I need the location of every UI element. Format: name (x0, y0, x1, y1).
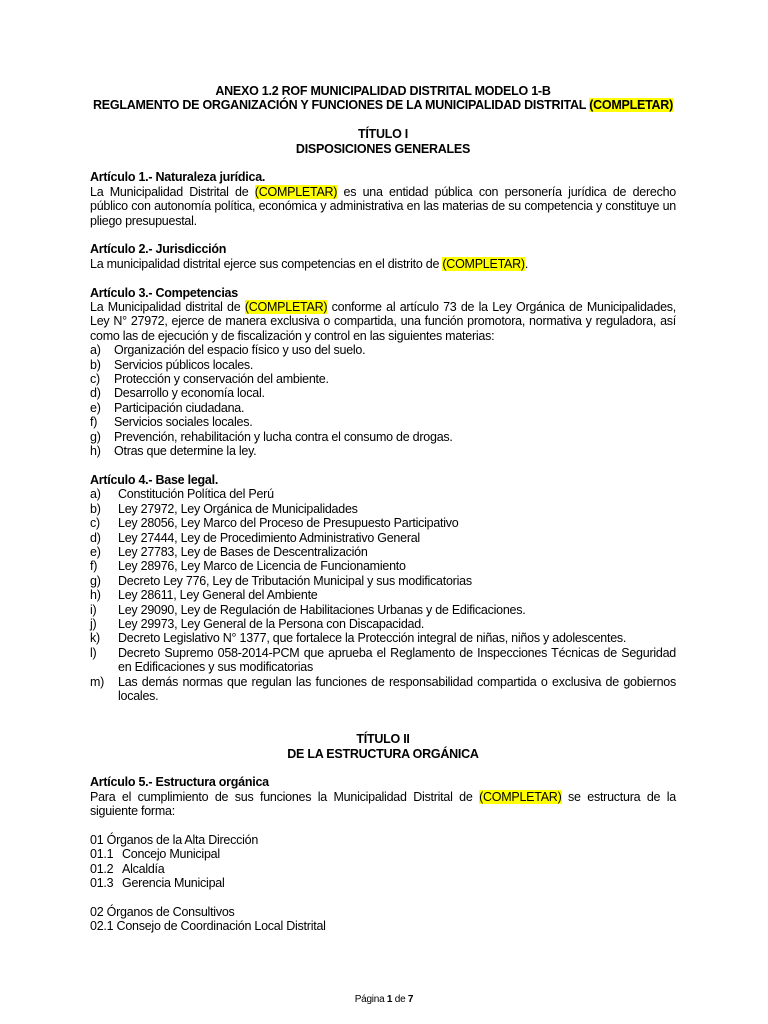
org-group-2-title: 02 Órganos de Consultivos (90, 905, 235, 919)
completar-highlight: (COMPLETAR) (254, 184, 338, 199)
list-item: f) Servicios sociales locales. (90, 415, 253, 430)
article-2-heading: Artículo 2.- Jurisdicción (90, 242, 227, 257)
total-pages-number: 7 (407, 994, 414, 1005)
document-header (90, 84, 676, 113)
titulo-1-subtitle: DISPOSICIONES GENERALES (295, 141, 471, 156)
completar-highlight: (COMPLETAR) (479, 789, 562, 804)
completar-highlight: (COMPLETAR) (589, 98, 673, 113)
list-item: l) Decreto Supremo 058-2014-PCM que aprueba el Reglamento de Inspecciones Técnicas de Seguridad en Edificaciones y sus modificatorias (90, 645, 676, 675)
list-item: a) Organización del espacio físico y uso del suelo. (90, 343, 366, 358)
list-item: e) Ley 27783, Ley de Bases de Descentralización (90, 544, 368, 559)
current-page-number: 1 (386, 994, 393, 1005)
article-2 (90, 242, 676, 271)
article-1-heading: Artículo 1.- Naturaleza jurídica. (90, 170, 266, 185)
titulo-1 (90, 127, 676, 156)
list-item: a) Constitución Política del Perú (90, 487, 274, 502)
list-item: g) Prevención, rehabilitación y lucha contra el consumo de drogas. (90, 429, 453, 444)
completar-highlight: (COMPLETAR) (244, 300, 328, 315)
completar-highlight: (COMPLETAR) (442, 256, 525, 271)
article-1-body: La Municipalidad Distrital de (COMPLETAR) es una entidad pública con personería jurídica de derecho público con autonomía política, económica y administrativa en las materias de su competencia y constituye un pliego presupuestal. (90, 184, 676, 228)
list-item: k) Decreto Legislativo N° 1377, que fortalece la Protección integral de niñas, niños y adolescentes. (90, 631, 627, 646)
org-item: 02.1 Consejo de Coordinación Local Distrital (90, 919, 326, 934)
list-item: g) Decreto Ley 776, Ley de Tributación Municipal y sus modificatorias (90, 573, 472, 588)
article-3 (90, 286, 676, 459)
org-item: 01.2 Alcaldía (90, 861, 165, 876)
article-5-body: Para el cumplimiento de sus funciones la Municipalidad Distrital de (COMPLETAR) se estructura de la siguiente forma: (90, 789, 676, 819)
org-group-1-title: 01 Órganos de la Alta Dirección (90, 832, 259, 847)
list-item: j) Ley 29973, Ley General de la Persona con Discapacidad. (90, 616, 425, 631)
list-item: b) Servicios públicos locales. (90, 357, 254, 372)
list-item: d) Ley 27444, Ley de Procedimiento Administrativo General (90, 530, 420, 545)
list-item: d) Desarrollo y economía local. (90, 386, 265, 401)
titulo-1-label: TÍTULO I (357, 127, 409, 142)
list-item: h) Otras que determine la ley. (90, 444, 257, 459)
org-group-2 (90, 905, 676, 934)
titulo-2 (90, 732, 676, 761)
titulo-2-label: TÍTULO II (356, 732, 410, 747)
org-item: 01.3 Gerencia Municipal (90, 876, 225, 891)
article-3-list (90, 343, 676, 458)
article-4-list (90, 487, 676, 703)
page-footer: Página 1 de 7 (354, 994, 414, 1005)
list-item: b) Ley 27972, Ley Orgánica de Municipalidades (90, 501, 358, 516)
list-item: i) Ley 29090, Ley de Regulación de Habilitaciones Urbanas y de Edificaciones. (90, 602, 526, 617)
article-5 (90, 775, 676, 933)
titulo-2-subtitle: DE LA ESTRUCTURA ORGÁNICA (287, 746, 479, 761)
article-4-heading: Artículo 4.- Base legal. (90, 472, 219, 487)
article-1 (90, 170, 676, 228)
header-line-2: REGLAMENTO DE ORGANIZACIÓN Y FUNCIONES DE LA MUNICIPALIDAD DISTRITAL (COMPLETAR) (92, 98, 673, 113)
list-item: c) Ley 28056, Ley Marco del Proceso de Presupuesto Participativo (90, 516, 459, 531)
article-3-heading: Artículo 3.- Competencias (90, 285, 238, 300)
list-item: m) Las demás normas que regulan las funciones de responsabilidad compartida o exclusiva de gobiernos locales. (90, 674, 676, 703)
article-5-heading: Artículo 5.- Estructura orgánica (90, 775, 269, 790)
list-item: h) Ley 28611, Ley General del Ambiente (90, 588, 318, 603)
article-4 (90, 473, 676, 704)
org-group-1 (90, 833, 676, 891)
article-3-body: La Municipalidad distrital de (COMPLETAR) conforme al artículo 73 de la Ley Orgánica de Municipalidades, Ley N° 27972, ejerce de manera exclusiva o compartida, una función promotora, normativa y reguladora, así como las de ejecución y de fiscalización y control en las siguientes materias: (90, 300, 676, 343)
list-item: f) Ley 28976, Ley Marco de Licencia de Funcionamiento (90, 559, 406, 574)
header-line-1: ANEXO 1.2 ROF MUNICIPALIDAD DISTRITAL MODELO 1-B (215, 84, 551, 98)
list-item: e) Participación ciudadana. (90, 400, 245, 415)
org-item: 01.1 Concejo Municipal (90, 847, 220, 862)
article-2-body: La municipalidad distrital ejerce sus competencias en el distrito de (COMPLETAR). (90, 256, 529, 271)
list-item: c) Protección y conservación del ambiente. (90, 372, 329, 387)
